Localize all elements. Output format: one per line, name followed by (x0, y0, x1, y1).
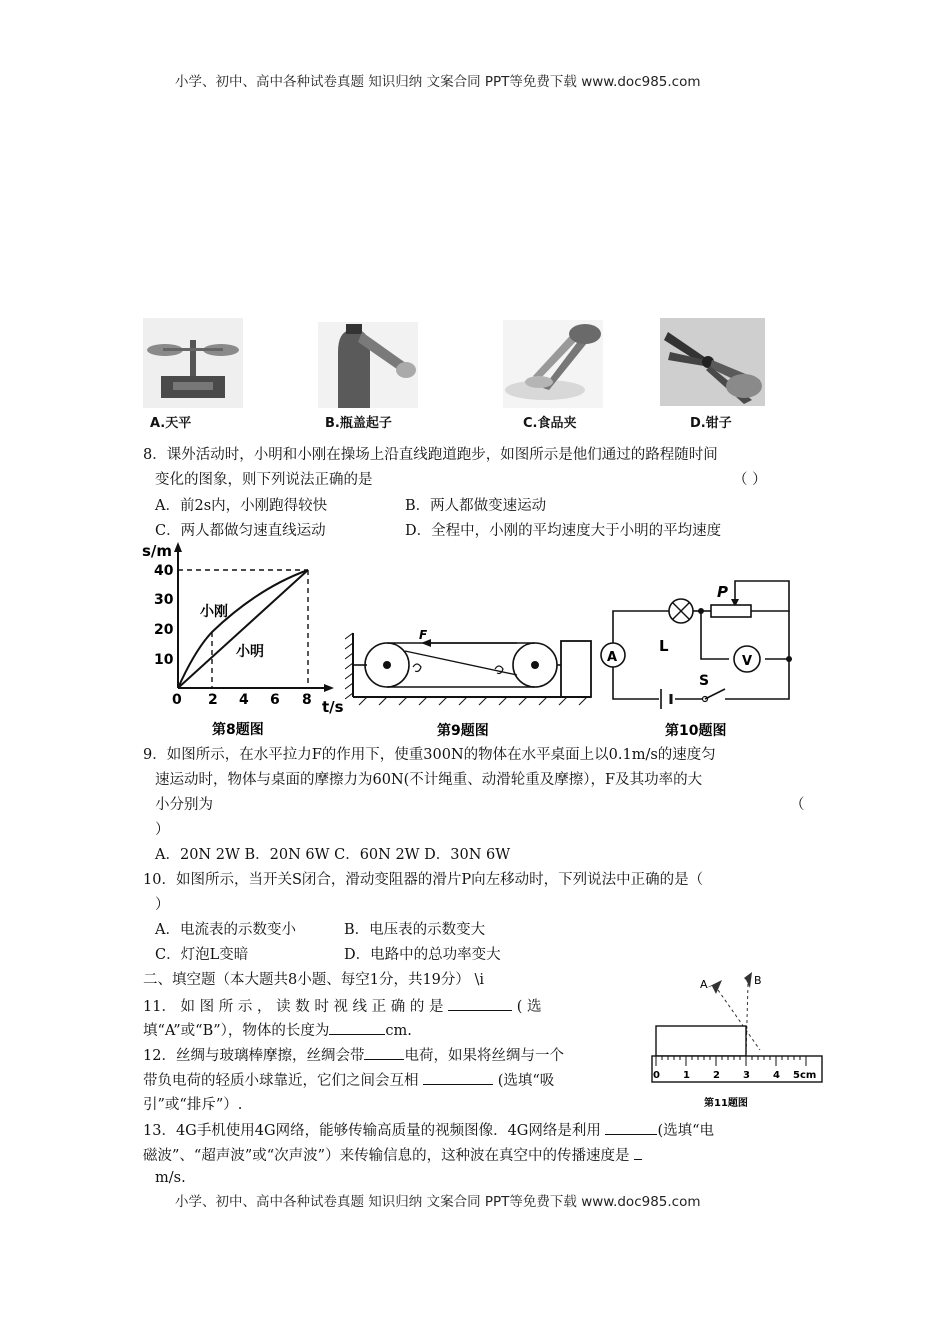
fig8-xlabel: t/s (322, 698, 344, 716)
q13-line2 (143, 1145, 642, 1166)
fig11-label-b: B (754, 974, 762, 987)
fig8-ytick-20: 20 (154, 622, 174, 638)
q11-line2 (143, 1020, 412, 1041)
fig10-node-1 (698, 608, 704, 614)
fig8-y-arrow (174, 542, 182, 552)
q11-line1 (143, 996, 541, 1017)
tool-label-a: A.天平 (150, 416, 192, 431)
q13-line3: m/s. (155, 1170, 186, 1186)
q8-option-a: A．前2s内，小刚跑得较快 (155, 498, 328, 514)
fig8-origin: 0 (172, 692, 182, 708)
fig8-xtick-8: 8 (302, 692, 312, 708)
q11-text-b: ( 选 (516, 999, 542, 1015)
fig11-tick-2: 2 (713, 1070, 720, 1081)
q8-option-d: D．全程中，小刚的平均速度大于小明的平均速度 (405, 523, 722, 539)
bottle-opener-photo (318, 322, 418, 408)
q12-blank-2[interactable] (423, 1070, 493, 1085)
q10-option-a: A．电流表的示数变小 (155, 922, 296, 938)
q12-line2 (143, 1070, 554, 1091)
fig8-ytick-30: 30 (154, 592, 174, 608)
q9-paren-open: （ (790, 797, 805, 813)
section2-heading: 二、填空题（本大题共8小题、每空1分，共19分） \i (143, 972, 485, 988)
q13-text-b: (选填“电 (657, 1123, 715, 1139)
q9-line1: 9．如图所示，在水平拉力F的作用下，使重300N的物体在水平桌面上以0.1m/s的速度匀 (143, 747, 716, 763)
fig10-node-2 (786, 656, 792, 662)
fig10-wire-voltmeter-right (765, 611, 789, 659)
q10-option-b: B．电压表的示数变大 (344, 922, 486, 938)
q12-text-b: 电荷，如果将丝绸与一个 (404, 1048, 564, 1064)
balance-photo (143, 318, 243, 408)
q9-paren-close: ） (155, 822, 170, 838)
fig8-ytick-10: 10 (154, 652, 174, 668)
fig9-caption: 第9题图 (437, 723, 489, 739)
fig9-hook-right (495, 666, 503, 674)
fig11-tick-3: 3 (743, 1070, 750, 1081)
fig11-tick-0: 0 (653, 1070, 660, 1081)
fig10-lamp-label: L (659, 637, 669, 655)
page-header: 小学、初中、高中各种试卷真题 知识归纳 文案合同 PPT等免费下载 www.doc985.com (175, 74, 701, 90)
fig11-caption: 第11题图 (704, 1098, 748, 1109)
fig8-caption: 第8题图 (212, 722, 264, 738)
q11-text-c: 填“A”或“B”），物体的长度为 (143, 1023, 330, 1039)
q12-text-a: 12．丝绸与玻璃棒摩擦，丝绸会带 (143, 1048, 365, 1064)
q11-blank-1[interactable] (448, 996, 512, 1011)
q9-line3: 小分别为 (155, 797, 213, 813)
fig9-rope-cross (405, 651, 517, 675)
fig8-label-xiaogang: 小刚 (200, 604, 228, 620)
fig10-wire-bottom-left (613, 667, 659, 699)
q8-line2: 变化的图象，则下列说法正确的是 (155, 472, 373, 488)
q8-option-b: B．两人都做变速运动 (405, 498, 547, 514)
fig10-wire-voltmeter-left (701, 611, 729, 659)
fig8-xtick-4: 4 (239, 692, 249, 708)
q13-blank-1[interactable] (605, 1120, 657, 1135)
q13-blank-2[interactable] (634, 1145, 642, 1160)
fig8-xtick-6: 6 (270, 692, 280, 708)
fig9-force-label: F (419, 628, 428, 642)
q10-option-c: C．灯泡L变暗 (155, 947, 249, 963)
q13-text-a: 13．4G手机使用4G网络，能够传输高质量的视频图像．4G网络是利用 (143, 1123, 601, 1139)
fig10-circuit-diagram (595, 575, 805, 743)
fig8-st-graph (140, 540, 355, 740)
fig9-hook-left (413, 664, 421, 672)
fig10-caption: 第10题图 (665, 723, 727, 739)
q8-option-c: C．两人都做匀速直线运动 (155, 523, 326, 539)
q10-option-d: D．电路中的总功率变大 (344, 947, 501, 963)
q9-options: A．20N 2W B．20N 6W C．60N 2W D．30N 6W (155, 847, 511, 863)
fig9-wall-hatch (345, 633, 353, 699)
q12-line3: 引”或“排斥”）. (143, 1097, 243, 1113)
q10-line2: ） (155, 897, 170, 913)
fig11-object (656, 1026, 746, 1056)
fig10-slider-label: P (717, 583, 728, 601)
fig8-x-arrow (324, 684, 334, 692)
q13-line1 (143, 1120, 714, 1141)
fig10-voltmeter-label: V (742, 654, 753, 669)
q10-line1: 10．如图所示，当开关S闭合，滑动变阻器的滑片P向左移动时，下列说法中正确的是（ (143, 872, 704, 888)
q11-text-a: 11． 如 图 所 示 ， 读 数 时 视 线 正 确 的 是 (143, 999, 444, 1015)
fig9-movable-pulley-center (531, 661, 539, 669)
fig9-object-block (561, 641, 591, 697)
tool-label-d: D.钳子 (690, 416, 732, 431)
fig10-switch-blade (705, 689, 725, 699)
tool-label-b: B.瓶盖起子 (325, 416, 392, 431)
q9-line2: 速运动时，物体与桌面的摩擦力为60N(不计绳重、动滑轮重及摩擦），F及其功率的大 (155, 772, 703, 788)
food-tongs-photo (503, 320, 603, 408)
tool-label-c: C.食品夹 (523, 416, 577, 431)
fig11-tick-4: 4 (773, 1070, 780, 1081)
pliers-photo (660, 318, 765, 406)
fig10-ammeter-label: A (607, 650, 618, 665)
fig9-fixed-pulley-center (383, 661, 391, 669)
fig8-ylabel: s/m (142, 542, 173, 560)
fig11-ruler-diagram (648, 968, 826, 1116)
q8-line1: 8．课外活动时，小明和小刚在操场上沿直线跑道跑步，如图所示是他们通过的路程随时间 (143, 447, 718, 463)
fig10-switch-label: S (699, 673, 710, 689)
fig10-rheostat (711, 605, 751, 617)
fig11-label-a: A (700, 978, 708, 991)
q12-text-d: (选填“吸 (497, 1073, 555, 1089)
fig9-table-hatch (359, 697, 587, 705)
q12-line1 (143, 1045, 564, 1066)
fig11-tick-1: 1 (683, 1070, 690, 1081)
q11-blank-2[interactable] (329, 1020, 385, 1035)
fig8-xtick-2: 2 (208, 692, 218, 708)
q12-blank-1[interactable] (364, 1045, 404, 1060)
q12-text-c: 带负电荷的轻质小球靠近，它们之间会互相 (143, 1073, 419, 1089)
q8-answer-paren: （ ） (733, 472, 767, 488)
q11-text-d: cm. (385, 1023, 412, 1039)
fig11-tick-5: 5cm (793, 1070, 817, 1081)
fig8-line-xiaoming (178, 570, 308, 688)
q13-text-c: 磁波”、“超声波”或“次声波”）来传输信息的，这种波在真空中的传播速度是 (143, 1148, 630, 1164)
fig9-pulley-diagram (345, 625, 595, 743)
fig8-label-xiaoming: 小明 (236, 644, 264, 660)
page-footer: 小学、初中、高中各种试卷真题 知识归纳 文案合同 PPT等免费下载 www.doc985.com (175, 1194, 701, 1210)
fig8-ytick-40: 40 (154, 563, 174, 579)
